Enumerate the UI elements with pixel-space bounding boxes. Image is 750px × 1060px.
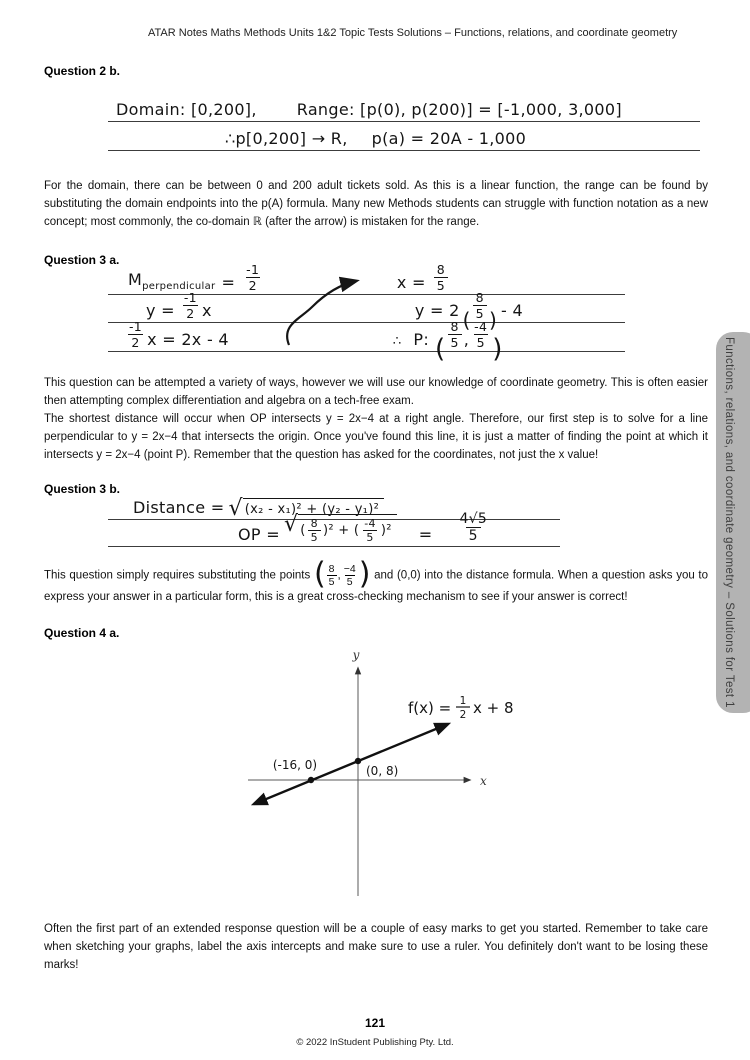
distance-label: Distance = (133, 498, 225, 517)
q3b-work-line-2 (108, 510, 560, 547)
x-axis-label: x (480, 774, 487, 789)
page-number: 121 (364, 1016, 386, 1030)
q3a-paragraph-1: This question can be attempted a variety of ways, however we will use our knowledge of coordinate geometry. This is often easier then attempting complex differentiation and algebra on a tech-free exam. (44, 377, 708, 407)
q3a-work-row-1: $M_{perpendicular}$ = $\frac{-1}{2}$ x = $\frac{8}{5}$ (108, 267, 625, 295)
x-intercept-label: (-16, 0) (272, 758, 318, 773)
q2b-range: Range: [p(0), p(200)] = [-1,000, 3,000] (296, 100, 622, 119)
result-fraction: $\frac{4√5}{5}$ (459, 510, 488, 545)
fx-denominator: 2 (459, 709, 467, 722)
q3a-paragraph-2: The shortest distance will occur when OP intersects y = 2x−4 at a right angle. Therefore, our first step is to solve for a line perpendicular to y = 2x−4 that intersects the origin. Once you've found this line, it is just a matter of finding the point at which it intersects y = 2x−4 (point P). Remember that the question has asked for the coordinates, not just the x value! (44, 413, 708, 461)
x-equals: x = (396, 273, 426, 292)
y-equals: y = (146, 301, 175, 320)
q2b-mapping: ∴p[0,200] → R, (225, 129, 348, 148)
fraction-neg1-2: $\frac{-1}{2}$ (183, 289, 197, 321)
question-2b-heading: Question 2 b. (44, 64, 121, 78)
function-equation-label (408, 695, 514, 721)
radical-sign: √ (283, 511, 299, 537)
point-fraction-8-5: $\frac{8}{5}$ (328, 563, 335, 589)
linear-function-graph (230, 644, 530, 902)
q2b-domain: Domain: [0,200], (116, 100, 257, 119)
page-header: ATAR Notes Maths Methods Units 1&2 Topic Tests Solutions – Functions, relations, and coordinate geometry (148, 27, 678, 39)
q2b-handwritten-work (108, 92, 700, 151)
q2b-explanation: For the domain, there can be between 0 and 200 adult tickets sold. As this is a linear function, the range can be found by substituting the domain endpoints into the p(A) formula. Many new Methods students can struggle with function notation as a new concept; most commonly, the co-domain ℝ (after the arrow) is mistaken for the range. (44, 180, 708, 228)
q3a-handwritten-work (108, 261, 625, 364)
fraction-neg4-5: -4 5 (474, 318, 488, 350)
q3b-handwritten-work (108, 496, 560, 547)
q3b-explanation (44, 556, 709, 606)
op-label: OP = (238, 525, 280, 544)
fx-prefix: f(x) = (408, 699, 452, 718)
question-3a-heading: Question 3 a. (44, 253, 120, 267)
comma: , (337, 569, 341, 582)
q3b-paragraph-post: and (0,0) into the distance formula. When a question asks you to express your answer in a particular form, this is a great cross-checking mechanism to see if your answer is correct! (44, 569, 709, 604)
fraction-8-5: 8 5 (473, 291, 487, 320)
side-tab-label: Functions, relations, and coordinate geometry – Solutions for Test 1 (723, 337, 735, 708)
fraction-neg1-2: -1 2 (129, 318, 143, 350)
question-4a-heading: Question 4 a. (44, 626, 120, 641)
y-intercept-label: (0, 8) (366, 764, 399, 779)
fx-suffix: x + 8 (473, 699, 514, 718)
y-axis-label: y (352, 648, 360, 663)
question-3b-heading: Question 3 b. (44, 482, 121, 496)
x-intercept-point (308, 777, 314, 783)
fraction-8-5: 8 5 (308, 518, 321, 544)
radical-sign: √ (228, 496, 243, 521)
fraction-8-5: 8 5 (448, 320, 462, 349)
open-paren: ( (313, 556, 326, 592)
fx-numerator: 1 (459, 695, 467, 708)
solve-equation: x = 2x - 4 (147, 330, 229, 349)
point-p-label: P: (413, 330, 430, 349)
q2b-rule: p(a) = 20A - 1,000 (371, 129, 527, 148)
m-perpendicular: $M_{perpendicular}$ (128, 269, 216, 292)
q4a-explanation: Often the first part of an extended response question will be a couple of easy marks to get you started. Remember to take care when sketching your graphs, label the axis intercepts and make sure to use a ruler. You definitely don't want to be losing these marks! (44, 923, 708, 972)
q3a-explanation (44, 374, 708, 464)
side-tab[interactable] (716, 332, 750, 713)
q3a-work-row-2: y = $\frac{-1}{2}$ x y = 2 ( 8 5 ) - 4 (108, 295, 625, 323)
distance-formula-radical: √ (x₂ - x₁)² + (y₂ - y₁)² (228, 498, 384, 517)
q3a-work-row-3: -1 2 x = 2x - 4 ∴ P: ( 8 5 , -4 5 ) (108, 323, 625, 352)
equals-sign: = (418, 525, 433, 544)
close-paren: ) (358, 556, 371, 592)
q2b-work-line-2 (108, 122, 700, 151)
op-radical: √ ( 8 5 )² + ( -4 5 )² (284, 514, 397, 544)
minus-4: - 4 (501, 301, 523, 320)
copyright-line: © 2022 InStudent Publishing Pty. Ltd. (296, 1037, 454, 1048)
fraction-neg1-2: $\frac{-1}{2}$ (246, 261, 260, 293)
point-fraction-neg4-5: $\frac{-4}{5}$ (343, 563, 356, 589)
fraction-8-5: $\frac{8}{5}$ (434, 263, 448, 292)
fraction-neg4-5: -4 5 (364, 516, 376, 545)
y-intercept-point (355, 758, 361, 764)
q3b-paragraph-pre: This question simply requires substituting the points (44, 569, 311, 582)
q2b-work-line-1 (108, 92, 700, 122)
x-variable: x (201, 301, 212, 320)
y-sub-expression: y = 2 (414, 301, 460, 320)
therefore-symbol: ∴ (392, 334, 402, 349)
page-content (44, 0, 708, 974)
comma: , (463, 330, 470, 349)
